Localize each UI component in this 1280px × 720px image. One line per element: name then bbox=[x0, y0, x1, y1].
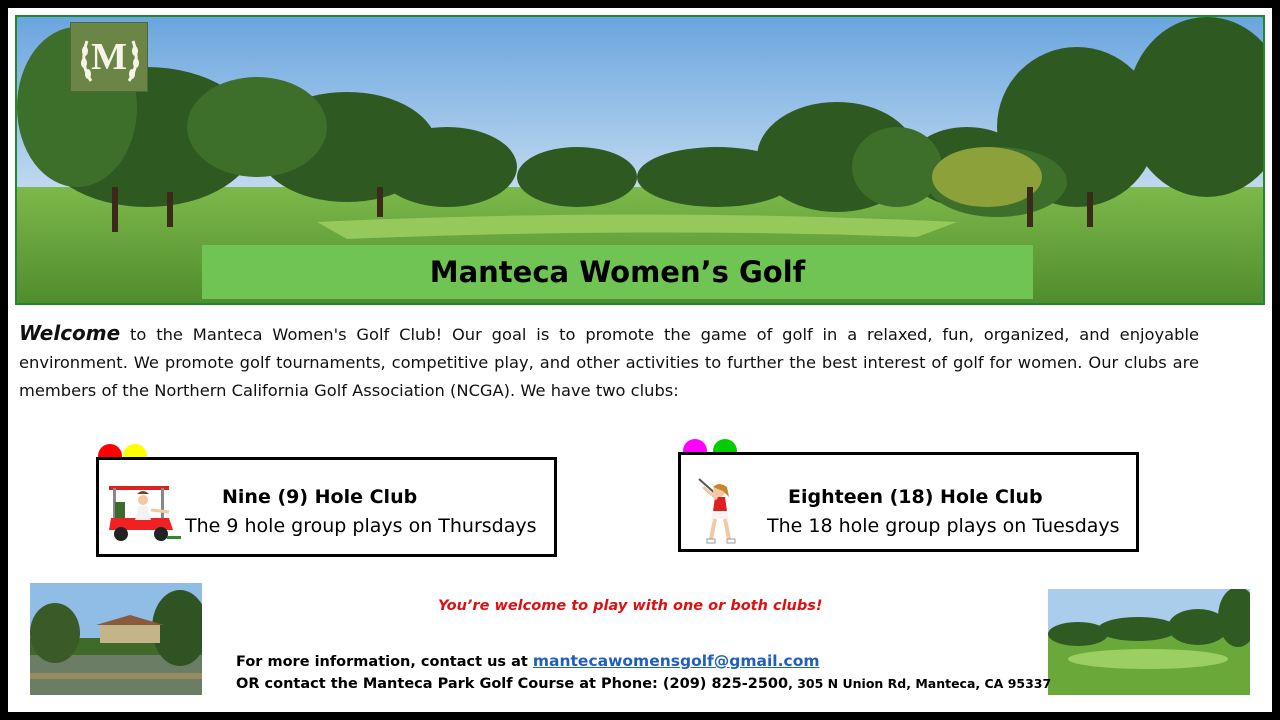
page-title: Manteca Women’s Golf bbox=[429, 255, 806, 289]
fairway-photo bbox=[1048, 589, 1250, 695]
golfer-icon bbox=[689, 477, 749, 547]
golf-cart-icon bbox=[107, 478, 183, 544]
logo-letter: M bbox=[91, 36, 127, 78]
contact-prefix: For more information, contact us at bbox=[236, 654, 533, 670]
contact-phone-line bbox=[236, 673, 1051, 695]
welcome-paragraph bbox=[19, 319, 1199, 405]
eighteen-hole-club-schedule: The 18 hole group plays on Tuesdays bbox=[767, 515, 1120, 537]
clubhouse-lake-photo bbox=[30, 583, 202, 695]
contact-email-line bbox=[236, 650, 1051, 673]
welcome-lead: Welcome bbox=[19, 321, 121, 345]
email-link[interactable]: mantecawomensgolf@gmail.com bbox=[532, 652, 820, 670]
address-text: , 305 N Union Rd, Manteca, CA 95337 bbox=[788, 676, 1052, 691]
eighteen-hole-club-card bbox=[678, 452, 1139, 552]
hero-banner bbox=[15, 15, 1265, 305]
invite-message: You’re welcome to play with one or both clubs! bbox=[438, 598, 823, 614]
nine-hole-club-schedule: The 9 hole group plays on Thursdays bbox=[185, 515, 537, 537]
welcome-text: to the Manteca Women's Golf Club! Our goal is to promote the game of golf in a relaxed, fun, organized, and enjoyable environment. We promote golf tournaments, competitive play, and other activities to further the best interest of golf for women. Our clubs are members of the Northern California Golf Association (NCGA). We have two clubs: bbox=[19, 325, 1199, 400]
nine-hole-club-name: Nine (9) Hole Club bbox=[222, 486, 418, 508]
phone-text: OR contact the Manteca Park Golf Course at Phone: (209) 825-2500 bbox=[236, 676, 789, 692]
contact-info bbox=[236, 650, 1051, 695]
page-frame bbox=[8, 8, 1272, 712]
title-banner bbox=[202, 245, 1033, 299]
club-logo bbox=[70, 22, 148, 92]
nine-hole-club-card bbox=[96, 457, 557, 557]
eighteen-hole-club-name: Eighteen (18) Hole Club bbox=[788, 486, 1043, 508]
